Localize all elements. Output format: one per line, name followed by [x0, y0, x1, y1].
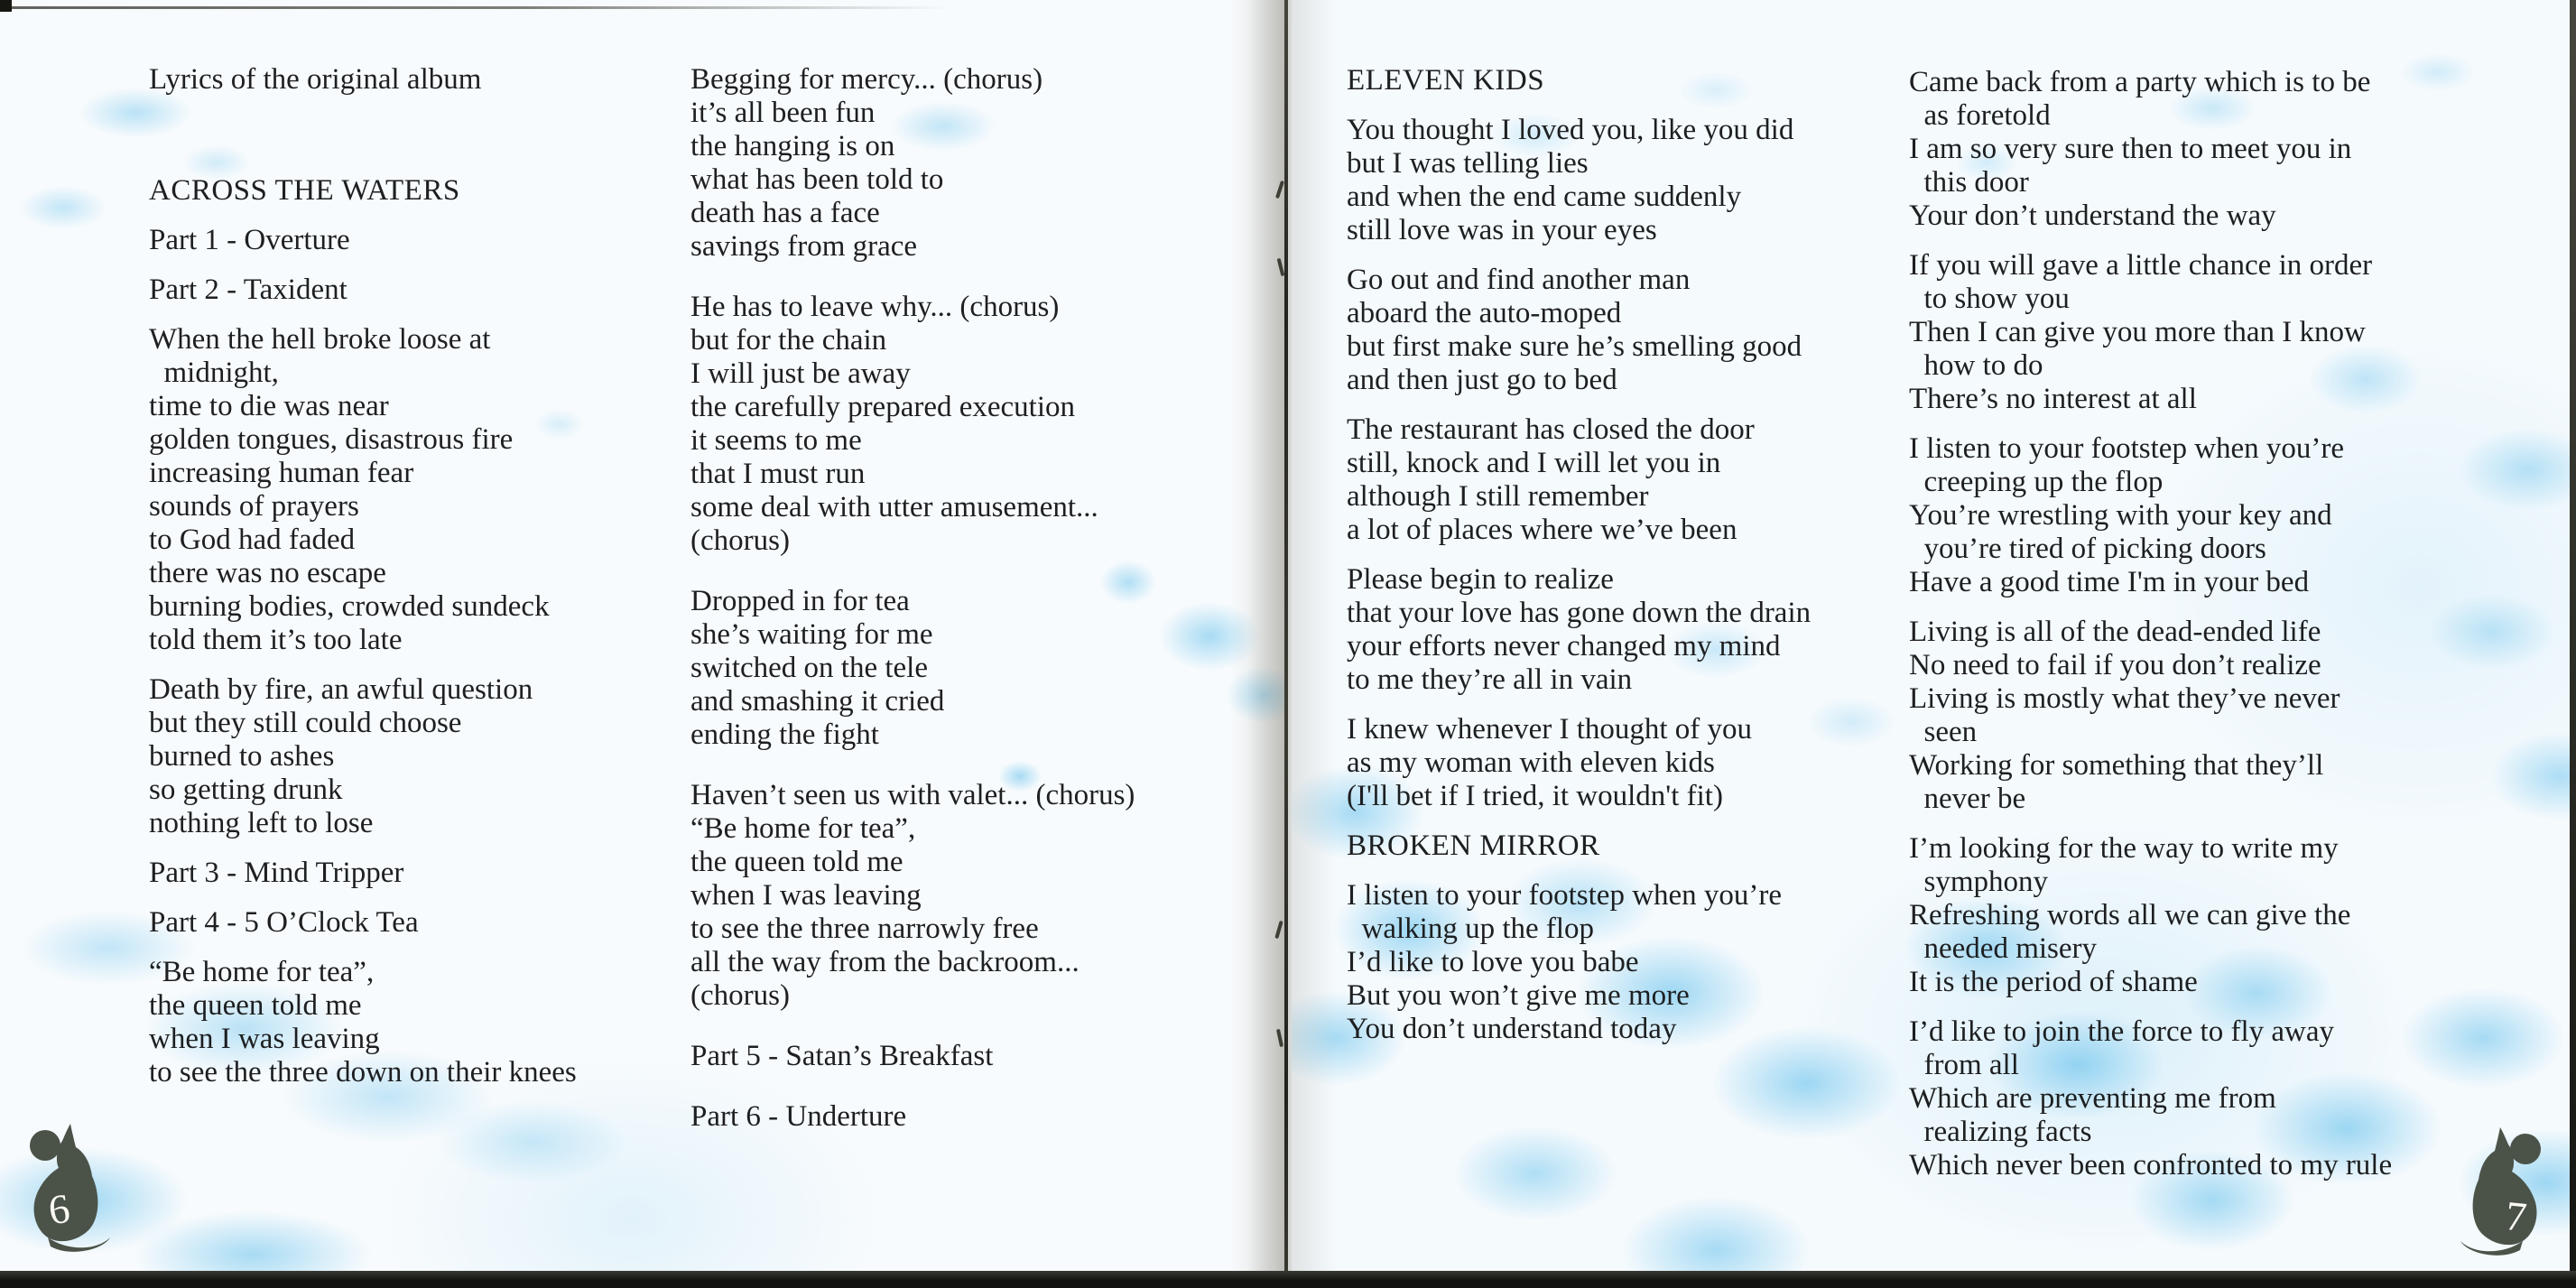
lyric-stanza — [1909, 66, 2550, 233]
lyric-line: Part 6 - Underture — [690, 1100, 907, 1133]
lyric-line: Living is mostly what they’ve never — [1909, 682, 2340, 715]
lyric-line: Working for something that they’ll — [1909, 749, 2324, 782]
lyric-stanza — [1347, 713, 1933, 813]
lyric-line: You don’t understand today — [1347, 1013, 1677, 1045]
lyric-line: I will just be away — [690, 357, 911, 390]
lyric-line: Have a good time I'm in your bed — [1909, 566, 2310, 598]
lyrics-column-4 — [1909, 66, 2550, 1199]
lyric-line: to see the three down on their knees — [149, 1056, 577, 1089]
lyric-line: Part 3 - Mind Tripper — [149, 857, 404, 889]
lyric-line: but first make sure he’s smelling good — [1347, 330, 1802, 363]
lyric-line: He has to leave why... (chorus) — [690, 291, 1060, 323]
lyric-line: symphony — [1909, 866, 2049, 898]
lyric-line: Which are preventing me from — [1909, 1082, 2276, 1115]
lyric-line: Part 4 - 5 O’Clock Tea — [149, 906, 419, 939]
lyric-line: still, knock and I will let you in — [1347, 447, 1721, 479]
lyric-line: It is the period of shame — [1909, 966, 2198, 998]
lyric-line: BROKEN MIRROR — [1347, 829, 1600, 862]
lyric-stanza — [1347, 264, 1933, 397]
lyric-stanza — [149, 673, 700, 840]
track-listing-item — [149, 273, 700, 307]
lyric-line: to show you — [1909, 283, 2070, 315]
lyric-line: Haven’t seen us with valet... (chorus) — [690, 779, 1135, 811]
lyric-line: Part 5 - Satan’s Breakfast — [690, 1040, 994, 1072]
lyric-line: Came back from a party which is to be — [1909, 66, 2371, 98]
lyric-line: as my woman with eleven kids — [1347, 746, 1715, 779]
lyric-line: midnight, — [149, 357, 279, 389]
lyric-line: Then I can give you more than I know — [1909, 316, 2366, 348]
lyric-line: but for the chain — [690, 324, 887, 357]
lyric-line: the hanging is on — [690, 130, 895, 162]
lyric-line: Death by fire, an awful question — [149, 673, 533, 706]
lyric-line: death has a face — [690, 197, 880, 229]
lyric-line: the queen told me — [149, 989, 362, 1022]
lyric-line: (chorus) — [690, 524, 790, 557]
song-title — [1347, 829, 1933, 863]
lyric-line: I’m looking for the way to write my — [1909, 832, 2339, 865]
lyric-line: I am so very sure then to meet you in — [1909, 133, 2352, 165]
lyric-line: burning bodies, crowded sundeck — [149, 590, 550, 623]
lyric-stanza — [1909, 249, 2550, 416]
lyrics-column-2 — [690, 63, 1277, 1161]
lyric-line: ELEVEN KIDS — [1347, 64, 1545, 97]
lyric-line: Dropped in for tea — [690, 585, 910, 617]
page-number: 7 — [2503, 1191, 2529, 1241]
mouse-silhouette-icon — [18, 1120, 112, 1257]
lyric-stanza — [1347, 413, 1933, 547]
lyric-line: I’d like to love you babe — [1347, 946, 1639, 978]
scanner-edge-artifact — [0, 1271, 2576, 1288]
lyric-stanza — [690, 779, 1277, 1013]
scanner-edge-artifact — [2570, 0, 2576, 1288]
lyric-line: sounds of prayers — [149, 490, 359, 523]
booklet-intro-text — [149, 63, 700, 97]
lyric-stanza — [1909, 832, 2550, 999]
lyric-line: there was no escape — [149, 557, 386, 589]
lyric-line: I listen to your footstep when you’re — [1347, 879, 1783, 912]
lyric-line: still love was in your eyes — [1347, 214, 1657, 246]
lyric-line: the carefully prepared execution — [690, 391, 1076, 423]
lyric-line: Refreshing words all we can give the — [1909, 899, 2351, 931]
lyric-line: this door — [1909, 166, 2029, 199]
lyrics-column-3 — [1347, 64, 1933, 1062]
mouse-silhouette-icon — [2459, 1124, 2553, 1261]
lyric-stanza — [1347, 879, 1933, 1046]
lyric-line: Please begin to realize — [1347, 563, 1614, 596]
lyric-line: creeping up the flop — [1909, 466, 2164, 498]
lyric-line: golden tongues, disastrous fire — [149, 423, 514, 456]
lyric-line: But you won’t give me more — [1347, 979, 1690, 1012]
lyric-line: and smashing it cried — [690, 685, 945, 718]
lyric-stanza — [690, 291, 1277, 558]
lyric-line: aboard the auto-moped — [1347, 297, 1622, 329]
lyric-line: to me they’re all in vain — [1347, 663, 1633, 696]
track-listing-item — [149, 857, 700, 890]
lyric-stanza — [690, 585, 1277, 752]
lyric-line: the queen told me — [690, 846, 903, 878]
lyric-line: so getting drunk — [149, 774, 343, 806]
lyric-line: switched on the tele — [690, 652, 929, 684]
lyric-line: but they still could choose — [149, 707, 462, 739]
lyric-line: increasing human fear — [149, 457, 414, 489]
lyric-line: to see the three narrowly free — [690, 913, 1039, 945]
lyric-line: told them it’s too late — [149, 624, 403, 656]
lyric-line: Living is all of the dead-ended life — [1909, 616, 2321, 648]
song-title — [149, 174, 700, 208]
booklet-page-right — [1292, 0, 2576, 1288]
lyric-line: your efforts never changed my mind — [1347, 630, 1781, 663]
lyric-line: you’re tired of picking doors — [1909, 533, 2266, 565]
lyric-line: I’d like to join the force to fly away — [1909, 1015, 2335, 1048]
lyric-line: (I'll bet if I tried, it wouldn't fit) — [1347, 780, 1723, 812]
lyric-line: ending the fight — [690, 718, 879, 751]
lyric-line: The restaurant has closed the door — [1347, 413, 1755, 446]
lyric-stanza — [1347, 563, 1933, 697]
lyric-line: as foretold — [1909, 99, 2051, 132]
lyric-stanza — [1347, 114, 1933, 247]
lyric-line: what has been told to — [690, 163, 944, 196]
lyric-stanza — [149, 323, 700, 657]
track-listing-item — [690, 1040, 1277, 1073]
lyric-line: when I was leaving — [149, 1023, 380, 1055]
lyric-line: You’re wrestling with your key and — [1909, 499, 2332, 532]
lyric-line: all the way from the backroom... — [690, 946, 1080, 978]
lyric-line: Part 1 - Overture — [149, 224, 350, 256]
lyrics-column-1 — [149, 63, 700, 1106]
lyric-line: ACROSS THE WATERS — [149, 174, 460, 207]
song-title — [1347, 64, 1933, 97]
lyric-line: Which never been confronted to my rule — [1909, 1149, 2393, 1181]
lyric-line: Go out and find another man — [1347, 264, 1691, 296]
scanner-edge-artifact — [7, 6, 950, 9]
lyric-line: she’s waiting for me — [690, 618, 933, 651]
scanner-edge-artifact — [0, 0, 12, 12]
lyric-line: “Be home for tea”, — [690, 812, 916, 845]
lyric-line: that I must run — [690, 458, 866, 490]
lyric-line: that your love has gone down the drain — [1347, 597, 1812, 629]
lyric-line: never be — [1909, 783, 2026, 815]
lyric-line: a lot of places where we’ve been — [1347, 514, 1737, 546]
lyric-line: but I was telling lies — [1347, 147, 1589, 180]
lyric-line: Your don’t understand the way — [1909, 199, 2276, 232]
lyric-line: some deal with utter amusement... — [690, 491, 1098, 524]
lyric-line: realizing facts — [1909, 1116, 2092, 1148]
track-listing-item — [149, 224, 700, 257]
lyric-line: seen — [1909, 716, 1978, 748]
lyric-line: although I still remember — [1347, 480, 1649, 513]
lyric-line: walking up the flop — [1347, 913, 1595, 945]
lyric-stanza — [1909, 432, 2550, 599]
track-listing-item — [149, 906, 700, 940]
lyric-line: and when the end came suddenly — [1347, 181, 1742, 213]
lyric-line: When the hell broke loose at — [149, 323, 491, 356]
lyric-line: when I was leaving — [690, 879, 922, 912]
lyric-line: Begging for mercy... (chorus) — [690, 63, 1043, 96]
lyric-line: it’s all been fun — [690, 97, 876, 129]
page-number: 6 — [45, 1184, 73, 1234]
lyric-line: If you will gave a little chance in order — [1909, 249, 2373, 282]
lyric-line: from all — [1909, 1049, 2019, 1081]
lyric-stanza — [690, 63, 1277, 264]
lyric-line: it seems to me — [690, 424, 862, 457]
lyric-line: No need to fail if you don’t realize — [1909, 649, 2321, 681]
lyric-line: Part 2 - Taxident — [149, 273, 347, 306]
lyric-stanza — [1909, 616, 2550, 816]
lyric-line: Lyrics of the original album — [149, 63, 482, 96]
lyric-line: time to die was near — [149, 390, 389, 422]
lyric-line: how to do — [1909, 349, 2043, 382]
lyric-stanza — [1909, 1015, 2550, 1182]
lyric-line: to God had faded — [149, 524, 356, 556]
lyric-line: I knew whenever I thought of you — [1347, 713, 1753, 746]
lyric-line: You thought I loved you, like you did — [1347, 114, 1794, 146]
lyric-line: and then just go to bed — [1347, 364, 1617, 396]
lyric-line: burned to ashes — [149, 740, 335, 773]
lyric-line: needed misery — [1909, 932, 2098, 965]
lyric-line: I listen to your footstep when you’re — [1909, 432, 2345, 465]
page-fold-shading — [1292, 0, 1337, 1288]
lyric-line: nothing left to lose — [149, 807, 374, 839]
lyric-line: (chorus) — [690, 979, 790, 1012]
lyric-stanza — [149, 956, 700, 1089]
booklet-page-left — [0, 0, 1284, 1288]
lyric-line: There’s no interest at all — [1909, 383, 2197, 415]
track-listing-item — [690, 1100, 1277, 1134]
lyric-line: “Be home for tea”, — [149, 956, 375, 988]
lyric-line: savings from grace — [690, 230, 918, 263]
